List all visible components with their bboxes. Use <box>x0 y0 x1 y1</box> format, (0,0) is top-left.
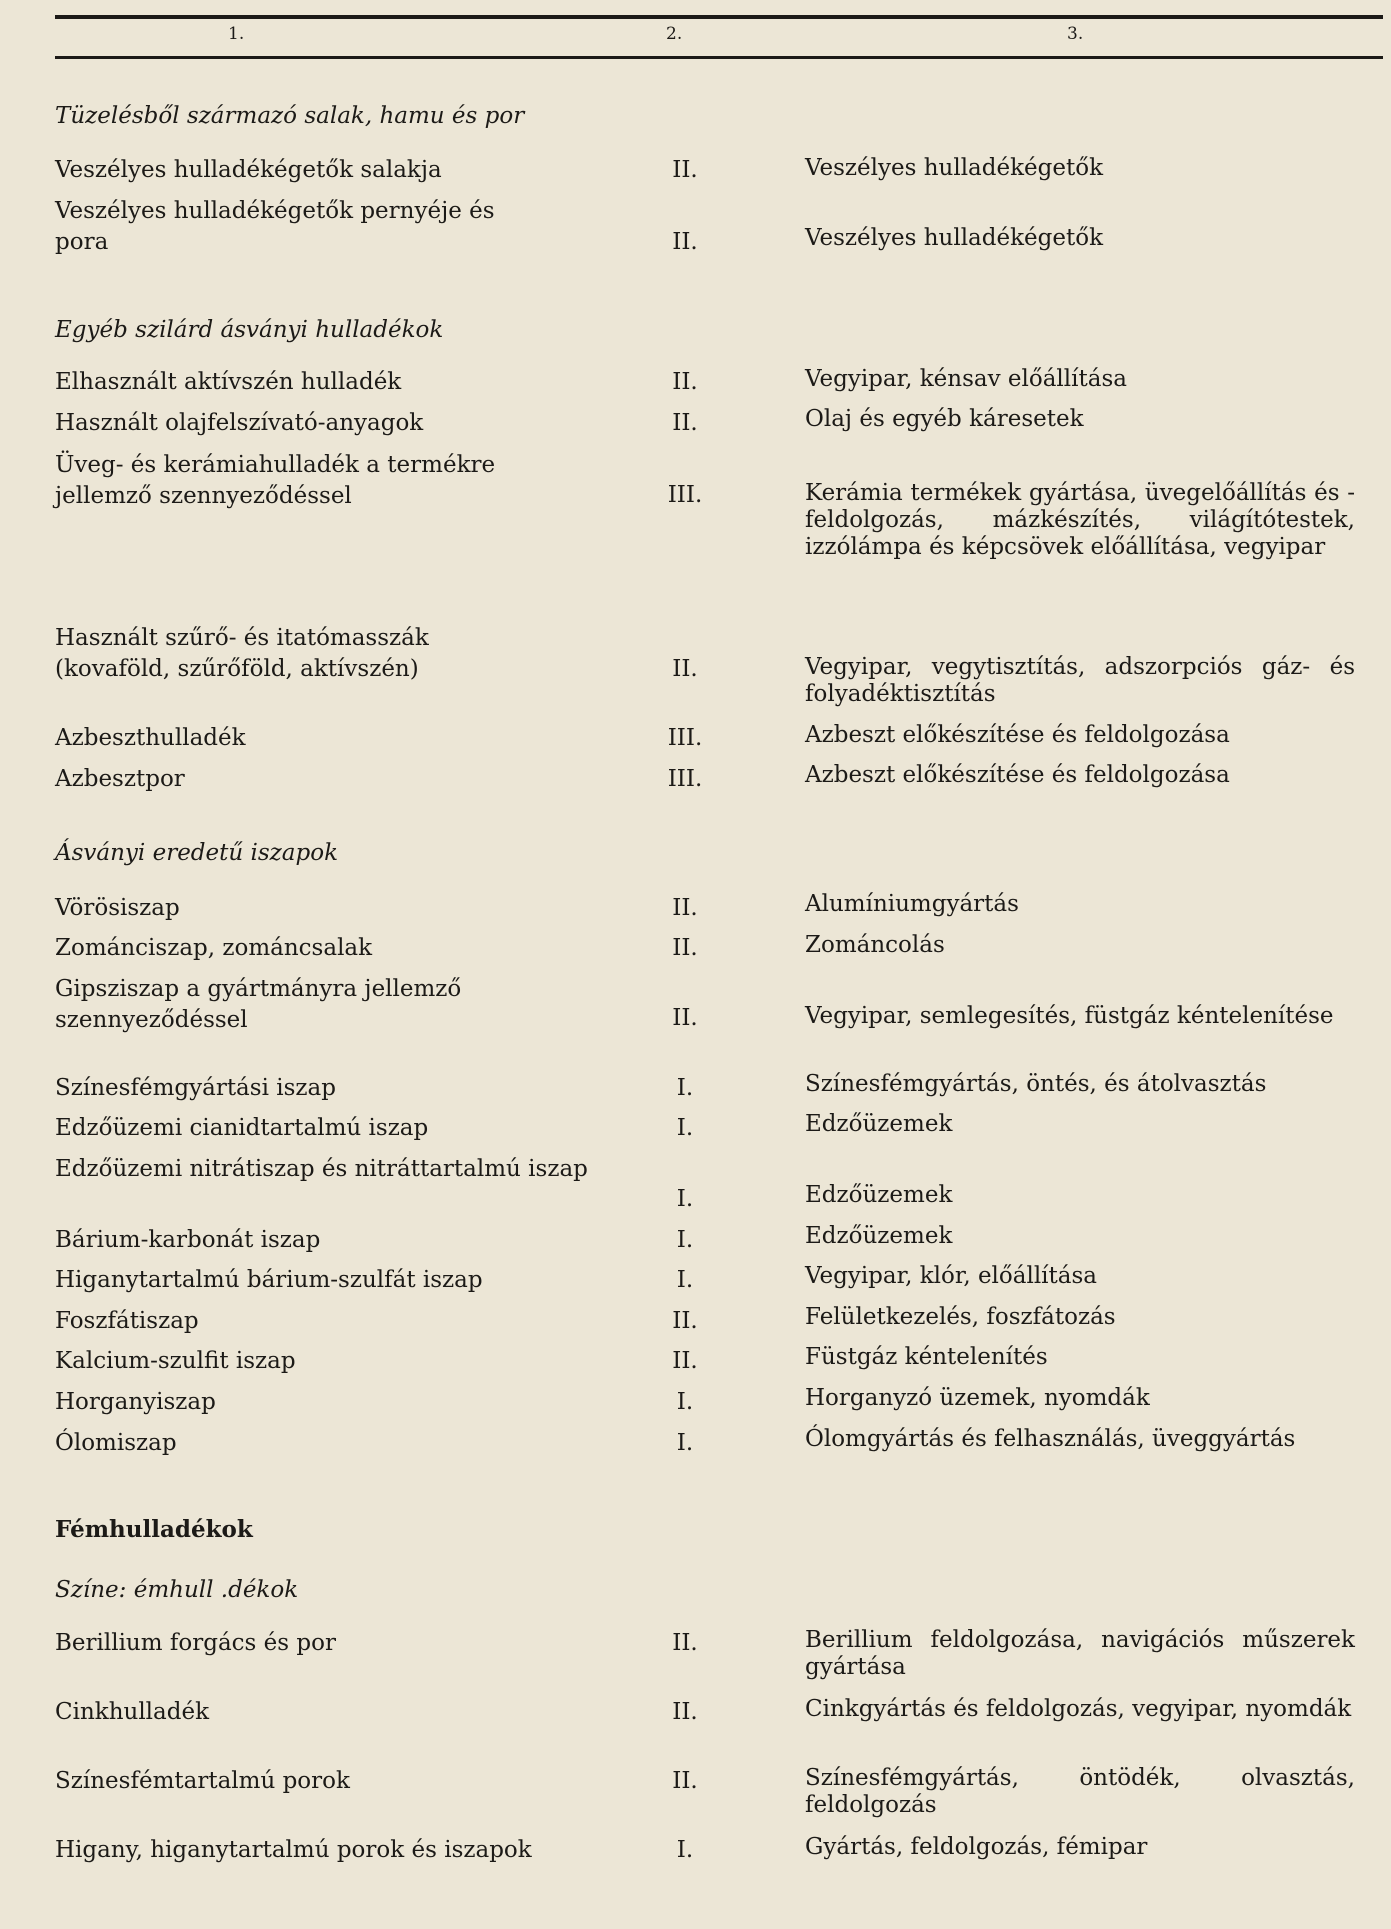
waste-name: Zománciszap, zománcsalak <box>55 935 373 961</box>
hazard-class: I. <box>676 1075 694 1101</box>
waste-name: Vörösiszap <box>55 895 180 921</box>
waste-name: Foszfátiszap <box>55 1308 199 1334</box>
waste-source: Színesfémgyártás, öntödék, olvasztás, feldolgozás <box>805 1765 1355 1818</box>
waste-source: Berillium feldolgozása, navigációs műszerek gyártása <box>805 1627 1355 1680</box>
waste-source: Vegyipar, kénsav előállítása <box>805 366 1127 392</box>
hazard-class: II. <box>672 1308 698 1334</box>
hazard-class: I. <box>676 1389 694 1415</box>
waste-source: Vegyipar, vegytisztítás, adszorpciós gáz- és folyadéktisztítás <box>805 654 1355 707</box>
hazard-class: I. <box>676 1186 694 1212</box>
hazard-class: II. <box>672 1768 698 1794</box>
waste-source: Edzőüzemek <box>805 1223 953 1249</box>
waste-source: Gyártás, feldolgozás, fémipar <box>805 1834 1148 1860</box>
waste-source: Olaj és egyéb káresetek <box>805 406 1084 432</box>
hazard-class: I. <box>676 1267 694 1293</box>
waste-name: Berillium forgács és por <box>55 1630 336 1656</box>
hazard-class: I. <box>676 1115 694 1141</box>
column-number-1: 1. <box>228 24 245 44</box>
waste-source: Edzőüzemek <box>805 1182 953 1208</box>
waste-name: Higanytartalmú bárium-szulfát iszap <box>55 1267 483 1293</box>
column-number-2: 2. <box>666 24 683 44</box>
hazard-class: II. <box>672 229 698 255</box>
waste-name: Higany, higanytartalmú porok és iszapok <box>55 1837 532 1863</box>
waste-name: Veszélyes hulladékégetők pernyéje és pora <box>55 198 495 255</box>
waste-name: Azbesztpor <box>55 766 185 792</box>
waste-source: Edzőüzemek <box>805 1111 953 1137</box>
waste-name: Üveg- és kerámiahulladék a termékre jellemző szennyeződéssel <box>55 452 496 509</box>
hazard-class: III. <box>667 482 703 508</box>
waste-source: Veszélyes hulladékégetők <box>805 155 1104 181</box>
waste-name: Gipsziszap a gyártmányra jellemző szennyeződéssel <box>55 976 462 1033</box>
top-rule <box>55 15 1383 19</box>
waste-source: Horganyzó üzemek, nyomdák <box>805 1385 1150 1411</box>
hazard-class: II. <box>672 410 698 436</box>
waste-source: Azbeszt előkészítése és feldolgozása <box>805 762 1230 788</box>
waste-name: Színesfémtartalmú porok <box>55 1768 350 1794</box>
waste-name: Veszélyes hulladékégetők salakja <box>55 157 442 183</box>
hazard-class: I. <box>676 1837 694 1863</box>
waste-name: Ólomiszap <box>55 1430 177 1456</box>
waste-name: Használt olajfelszívató-anyagok <box>55 410 424 436</box>
section-heading: Ásványi eredetű iszapok <box>55 840 339 866</box>
hazard-class: I. <box>676 1430 694 1456</box>
waste-name: Színesfémgyártási iszap <box>55 1075 336 1101</box>
hazard-class: II. <box>672 656 698 682</box>
section-heading: Egyéb szilárd ásványi hulladékok <box>55 317 444 343</box>
hazard-class: II. <box>672 895 698 921</box>
waste-source: Színesfémgyártás, öntés, és átolvasztás <box>805 1071 1267 1097</box>
hazard-class: II. <box>672 369 698 395</box>
waste-name: Edzőüzemi cianidtartalmú iszap <box>55 1115 429 1141</box>
waste-source: Ólomgyártás és felhasználás, üveggyártás <box>805 1426 1296 1452</box>
waste-name: Edzőüzemi nitrátiszap és nitráttartalmú iszap <box>55 1156 588 1182</box>
waste-source: Azbeszt előkészítése és feldolgozása <box>805 722 1230 748</box>
waste-name: Azbeszthulladék <box>55 725 246 751</box>
hazard-class: II. <box>672 1699 698 1725</box>
header-rule <box>55 56 1383 59</box>
waste-name: Cinkhulladék <box>55 1699 210 1725</box>
waste-source: Veszélyes hulladékégetők <box>805 225 1104 251</box>
hazard-class: II. <box>672 1630 698 1656</box>
hazard-class: III. <box>667 766 703 792</box>
waste-source: Zománcolás <box>805 932 945 958</box>
hazard-class: II. <box>672 157 698 183</box>
waste-name: Kalcium-szulfit iszap <box>55 1348 296 1374</box>
waste-source: Cinkgyártás és feldolgozás, vegyipar, nyomdák <box>805 1696 1352 1722</box>
column-number-3: 3. <box>1067 24 1084 44</box>
waste-source: Kerámia termékek gyártása, üvegelőállítás és -feldolgozás, mázkészítés, világítótestek, izzólámpa és képcsövek előállítása, vegyipar <box>805 480 1355 560</box>
waste-name: Elhasznált aktívszén hulladék <box>55 369 402 395</box>
hazard-class: III. <box>667 725 703 751</box>
section-heading: Tüzelésből származó salak, hamu és por <box>55 103 525 129</box>
waste-source: Alumíniumgyártás <box>805 891 1019 917</box>
waste-name: Használt szűrő- és itatómasszák (kovaföld, szűrőföld, aktívszén) <box>55 625 429 682</box>
waste-source: Felületkezelés, foszfátozás <box>805 1304 1116 1330</box>
subsection-heading: Színe: émhull .dékok <box>55 1577 299 1603</box>
hazard-class: II. <box>672 935 698 961</box>
waste-source: Füstgáz kéntelenítés <box>805 1344 1048 1370</box>
waste-source: Vegyipar, klór, előállítása <box>805 1263 1098 1289</box>
waste-source: Vegyipar, semlegesítés, füstgáz kéntelenítése <box>805 1003 1334 1029</box>
waste-name: Horganyiszap <box>55 1389 216 1415</box>
waste-name: Bárium-karbonát iszap <box>55 1227 321 1253</box>
hazard-class: II. <box>672 1348 698 1374</box>
hazard-class: II. <box>672 1005 698 1031</box>
hazard-class: I. <box>676 1227 694 1253</box>
section-heading: Fémhulladékok <box>55 1516 253 1543</box>
